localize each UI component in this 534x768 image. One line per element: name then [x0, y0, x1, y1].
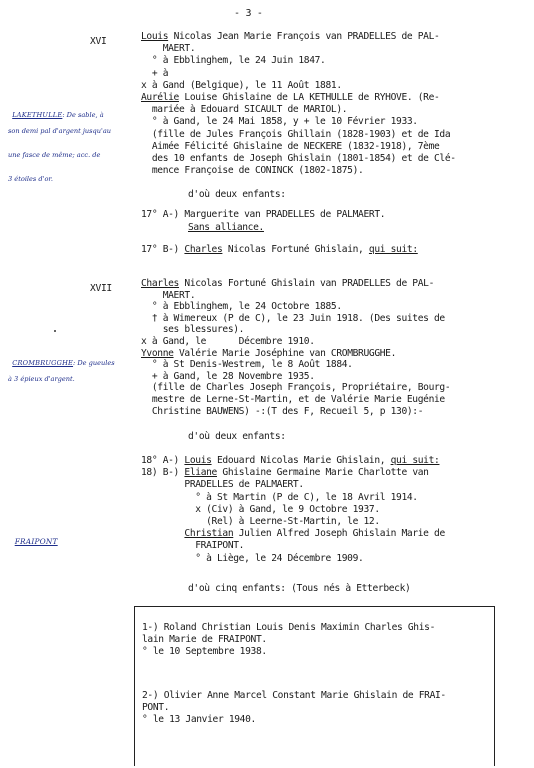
text-line: [141, 467, 429, 478]
child-17a-note: Sans alliance.: [188, 222, 264, 233]
text-segment: 18° A-): [141, 455, 185, 466]
text-line: [141, 553, 363, 564]
text-segment: Aimée Félicité Ghislaine de NECKERE (1832-1918), 7ème: [141, 140, 440, 152]
text-segment: (fille de Charles Joseph François, Propriétaire, Bourg-: [141, 382, 451, 394]
text-segment: 1-) Roland Christian Louis Denis Maximin Charles Ghis-: [142, 622, 436, 633]
text-segment: [141, 528, 184, 539]
text-segment: PONT.: [142, 702, 170, 713]
text-line: [141, 348, 396, 359]
text-segment: ° le 13 Janvier 1940.: [142, 714, 256, 725]
text-segment: ° le 10 Septembre 1938.: [142, 646, 267, 657]
text-segment: MAERT.: [141, 43, 196, 55]
text-segment: des 10 enfants de Joseph Ghislain (1801-1854) et de Clé-: [141, 153, 456, 164]
text-segment: PRADELLES de PALMAERT.: [141, 479, 304, 491]
text-line: [141, 92, 439, 103]
generation-numeral-xvi: XVI: [90, 36, 107, 47]
text-line: [141, 528, 445, 539]
text-segment: ° à Ebblinghem, le 24 Juin 1847.: [141, 55, 326, 67]
text-line: [142, 622, 435, 633]
text-line: [141, 116, 418, 127]
text-segment: Nicolas Fortuné Ghislain,: [222, 244, 369, 255]
text-line: [141, 324, 244, 335]
text-line: [141, 492, 418, 503]
text-segment: † à Wimereux (P de C), le 23 Juin 1918. (Des suites de: [141, 312, 445, 324]
text-segment: 18) B-): [141, 467, 185, 479]
text-segment: lain Marie de FRAIPONT.: [142, 634, 267, 645]
underlined-name: qui suit:: [390, 455, 440, 466]
ink-dot: [54, 330, 56, 332]
text-segment: ° à Gand, le 24 Mai 1858, y + le 10 Février 1933.: [141, 116, 418, 128]
text-segment: mariée à Edouard SICAULT de MARIOL).: [141, 104, 348, 116]
text-line: [141, 55, 325, 66]
underlined-name: qui suit:: [368, 244, 418, 255]
text-line: [141, 479, 304, 490]
margin-note-head: FRAIPONT: [14, 537, 58, 546]
text-segment: 17° B-): [141, 244, 185, 255]
text-line: [141, 455, 439, 466]
text-line: [141, 244, 418, 255]
text-line: [141, 43, 195, 54]
margin-note-head: CROMBRUGGHE: [12, 359, 74, 367]
underlined-name: Louis: [141, 31, 169, 42]
generation-numeral-xvii: XVII: [90, 283, 112, 294]
text-line: [141, 129, 450, 140]
children-intro: d'où cinq enfants: (Tous nés à Etterbeck): [188, 583, 411, 594]
text-line: [141, 31, 439, 42]
children-intro: d'où deux enfants:: [188, 431, 286, 442]
underlined-name: Charles: [141, 278, 179, 289]
text-segment: ° à St Denis-Westrem, le 8 Août 1884.: [141, 359, 353, 371]
text-segment: + à Gand, le 28 Novembre 1935.: [141, 370, 315, 382]
text-line: [142, 702, 169, 713]
text-line: [141, 290, 195, 301]
text-segment: Nicolas Jean Marie François van PRADELLES de PAL-: [168, 31, 440, 42]
text-line: [142, 714, 256, 725]
text-segment: mence Françoise de CONINCK (1802-1875).: [141, 165, 364, 177]
margin-note-line: à 3 épieux d'argent.: [8, 375, 75, 383]
text-segment: MAERT.: [141, 289, 196, 301]
text-line: [141, 80, 342, 91]
text-line: [141, 68, 168, 79]
text-line: [141, 371, 315, 382]
text-segment: FRAIPONT.: [141, 540, 245, 552]
text-segment: mestre de Lerne-St-Martin, et de Valérie Marie Eugénie: [141, 394, 445, 405]
margin-note-line: : De sable, à: [62, 111, 104, 119]
text-segment: 17° A-) Marguerite van PRADELLES de PALMAERT.: [141, 209, 386, 220]
text-line: [141, 504, 380, 515]
text-segment: (fille de Jules François Ghillain (1828-1903) et de Ida: [141, 128, 451, 140]
text-segment: 2-) Olivier Anne Marcel Constant Marie Ghislain de FRAI-: [142, 690, 446, 701]
text-segment: + à: [141, 67, 169, 79]
margin-note-head: LAKETHULLE: [12, 111, 63, 119]
text-segment: Edouard Nicolas Marie Ghislain,: [211, 455, 391, 466]
children-intro: d'où deux enfants:: [188, 189, 286, 200]
text-line: [141, 141, 439, 152]
text-segment: Julien Alfred Joseph Ghislain Marie de: [233, 528, 445, 540]
text-line: [141, 406, 423, 417]
underlined-name: Eliane: [184, 467, 217, 479]
underlined-name: Yvonne: [141, 347, 174, 359]
text-line: [142, 646, 267, 657]
text-segment: ses blessures).: [141, 324, 245, 336]
page-number: - 3 -: [234, 8, 263, 19]
text-line: [141, 336, 315, 347]
text-line: [141, 394, 445, 405]
text-line: [142, 634, 267, 645]
text-segment: x à Gand, le Décembre 1910.: [141, 336, 315, 347]
text-segment: ° à Ebblinghem, le 24 Octobre 1885.: [141, 301, 342, 313]
margin-note-line: son demi pal d'argent jusqu'au: [8, 127, 111, 135]
text-line: [141, 104, 347, 115]
text-segment: Nicolas Fortuné Ghislain van PRADELLES de PAL-: [178, 278, 435, 289]
text-segment: Ghislaine Germaine Marie Charlotte van: [216, 467, 429, 479]
text-line: [141, 165, 363, 176]
underlined-name: Louis: [184, 455, 212, 466]
text-line: [141, 516, 380, 527]
text-line: [141, 301, 342, 312]
text-line: [142, 690, 446, 701]
text-line: [141, 278, 434, 289]
margin-note-fraipont: [10, 530, 58, 546]
text-segment: (Rel) à Leerne-St-Martin, le 12.: [141, 516, 380, 527]
margin-note-crombrugghe: [8, 351, 115, 391]
underlined-name: Aurélie: [141, 92, 179, 103]
text-line: [141, 153, 456, 164]
margin-note-line: : De gueules: [73, 359, 115, 367]
text-segment: x (Civ) à Gand, le 9 Octobre 1937.: [141, 503, 380, 515]
text-line: [141, 540, 244, 551]
text-segment: Louise Ghislaine de LA KETHULLE de RYHOVE. (Re-: [178, 92, 440, 103]
margin-note-line: 3 étoiles d'or.: [8, 175, 53, 183]
margin-note-kethulle: [8, 103, 111, 191]
text-line: [141, 313, 445, 324]
text-segment: ° à St Martin (P de C), le 18 Avril 1914.: [141, 491, 418, 503]
text-segment: ° à Liège, le 24 Décembre 1909.: [141, 552, 364, 564]
underlined-name: Christian: [184, 528, 234, 540]
text-line: [141, 359, 353, 370]
margin-note-line: une fasce de même; acc. de: [8, 151, 101, 159]
underlined-name: Charles: [184, 244, 223, 255]
text-line: [141, 209, 385, 220]
text-segment: Valérie Marie Joséphine van CROMBRUGGHE.: [173, 347, 397, 359]
text-line: [141, 382, 450, 393]
text-segment: Christine BAUWENS) -:(T des F, Recueil 5, p 130):-: [141, 405, 424, 417]
text-segment: x à Gand (Belgique), le 11 Août 1881.: [141, 79, 342, 91]
